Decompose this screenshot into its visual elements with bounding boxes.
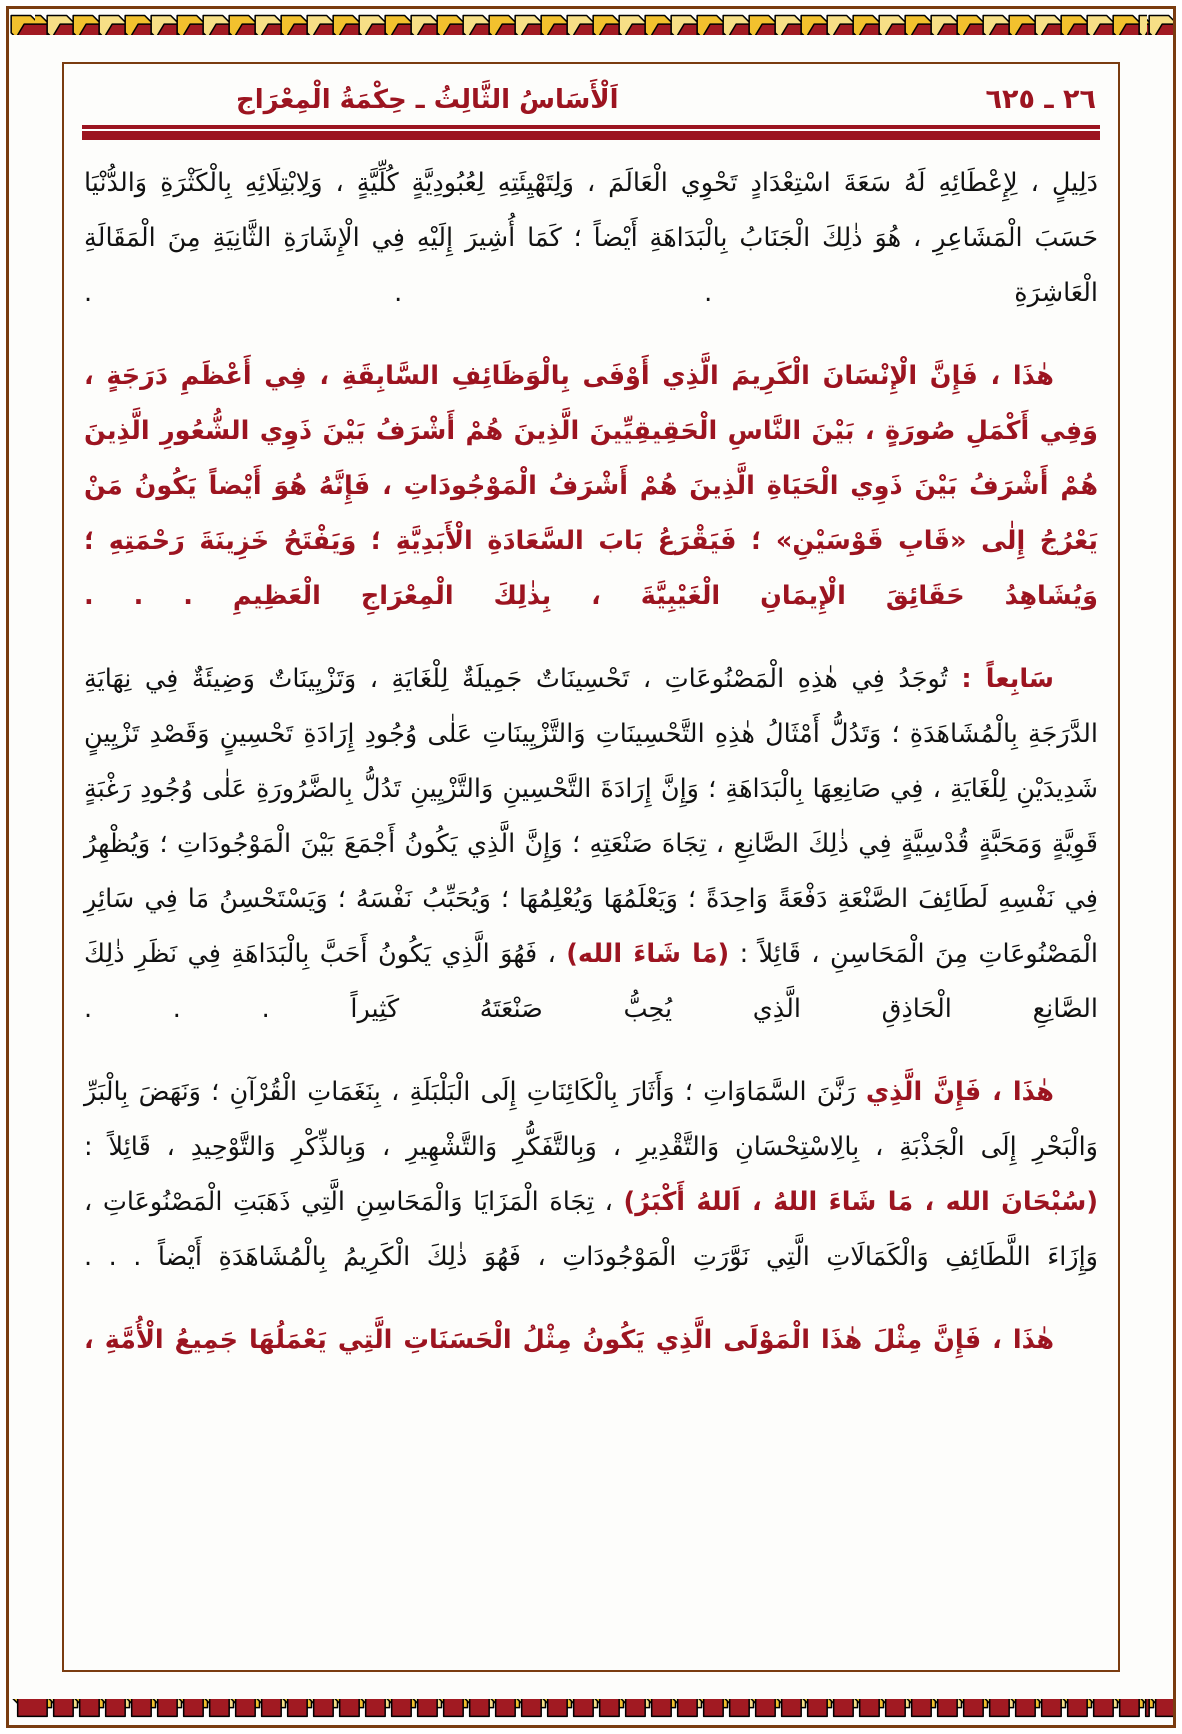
invocation-subhan-allah: (سُبْحَانَ الله ، مَا شَاءَ اللهُ ، اَللهُ أَكْبَرُ) (623, 1187, 1099, 1217)
paragraph-4-text: رَنَّنَ السَّمَاوَاتِ ؛ وَأَثَارَ بِالْكَائِنَاتِ إِلَى الْبَلْبَلَةِ ، بِنَغَمَاتِ الْقُرْآنِ ؛ وَنَهَضَ بِالْبَرِّ وَالْبَحْرِ إِلَى الْجَذْبَةِ ، بِالِاسْتِحْسَانِ وَالتَّقْدِيرِ ، وَبِالتَّفَكُّرِ وَالتَّشْهِيرِ ، وَبِالذِّكْرِ وَالتَّوْحِيدِ ، قَائِلاً : (84, 1077, 1098, 1162)
page-title: اَلْأَسَاسُ الثَّالِثُ ـ حِكْمَةُ الْمِعْرَاج (236, 85, 619, 115)
paragraph-1 (84, 156, 1098, 321)
paragraph-1-text: دَلِيلٍ ، لِإِعْطَائِهِ لَهُ سَعَةَ اسْتِعْدَادٍ تَحْوِي الْعَالَمَ ، وَلِتَهْيِئَتِهِ لِعُبُودِيَّةٍ كُلِّيَّةٍ ، وَلِابْتِلَائِهِ بِالْكَثْرَةِ وَالدُّنْيَا حَسَبَ الْمَشَاعِرِ ، هُوَ ذٰلِكَ الْجَنَابُ بِالْبَدَاهَةِ أَيْضاً ؛ كَمَا أُشِيرَ إِلَيْهِ فِي الْإِشَارَةِ الثَّانِيَةِ مِنَ الْمَقَالَةِ الْعَاشِرَةِ . . . (84, 168, 1098, 308)
paragraph-spacer-1 (84, 327, 1098, 349)
page-folio-number: ٢٦ ـ ٦٢٥ (985, 84, 1096, 115)
paragraph-5-text: هٰذَا ، فَإِنَّ مِثْلَ هٰذَا الْمَوْلَى الَّذِي يَكُونُ مِثْلُ الْحَسَنَاتِ الَّتِي يَعْمَلُهَا جَمِيعُ الْأُمَّةِ ، (84, 1325, 1054, 1355)
paragraph-spacer-2 (84, 630, 1098, 652)
header-divider (82, 129, 1100, 140)
paragraph-2-red (84, 349, 1098, 624)
paragraph-3b-text: ، فَهُوَ الَّذِي يَكُونُ أَحَبَّ بِالْبَدَاهَةِ فِي نَظَرِ ذٰلِكَ الصَّانِعِ الْحَاذِقِ الَّذِي يُحِبُّ صَنْعَتَهُ كَثِيراً . . . (84, 939, 1098, 1024)
paragraph-2-text: هٰذَا ، فَإِنَّ الْإِنْسَانَ الْكَرِيمَ الَّذِي أَوْفَى بِالْوَظَائِفِ السَّابِقَةِ ، فِي أَعْظَمِ دَرَجَةٍ ، وَفِي أَكْمَلِ صُورَةٍ ، بَيْنَ النَّاسِ الْحَقِيقِيِّينَ الَّذِينَ هُمْ أَشْرَفُ بَيْنَ ذَوِي الشُّعُورِ الَّذِينَ هُمْ أَشْرَفُ بَيْنَ ذَوِي الْحَيَاةِ الَّذِينَ هُمْ أَشْرَفُ الْمَوْجُودَاتِ ، فَإِنَّهُ هُوَ أَيْضاً يَكُونُ مَنْ يَعْرُجُ إِلٰى «قَابِ قَوْسَيْنِ» ؛ فَيَقْرَعُ بَابَ السَّعَادَةِ الْأَبَدِيَّةِ ؛ وَيَفْتَحُ خَزِينَةَ رَحْمَتِهِ ؛ وَيُشَاهِدُ حَقَائِقَ الْإِيمَانِ الْغَيْبِيَّةَ ، بِذٰلِكَ الْمِعْرَاجِ الْعَظِيمِ . . . (84, 361, 1098, 611)
page-content (72, 72, 1110, 1662)
body-text (76, 140, 1106, 1368)
paragraph-4 (84, 1065, 1098, 1285)
paragraph-3-text: تُوجَدُ فِي هٰذِهِ الْمَصْنُوعَاتِ ، تَحْسِينَاتٌ جَمِيلَةٌ لِلْغَايَةِ ، وَتَزْيِينَاتٌ وَضِيئَةٌ فِي نِهَايَةِ الدَّرَجَةِ بِالْمُشَاهَدَةِ ؛ وَتَدُلُّ أَمْثَالُ هٰذِهِ التَّحْسِينَاتِ وَالتَّزْيِينَاتِ عَلٰى وُجُودِ إِرَادَةِ تَحْسِينٍ وَقَصْدِ تَزْيِينٍ شَدِيدَيْنِ لِلْغَايَةِ ، فِي صَانِعِهَا بِالْبَدَاهَةِ ؛ وَإِنَّ إِرَادَةَ التَّحْسِينِ وَالتَّزْيِينِ تَدُلُّ بِالضَّرُورَةِ عَلٰى وُجُودِ رَغْبَةٍ قَوِيَّةٍ وَمَحَبَّةٍ قُدْسِيَّةٍ فِي ذٰلِكَ الصَّانِعِ ، تِجَاهَ صَنْعَتِهِ ؛ وَإِنَّ الَّذِي يَكُونُ أَجْمَعَ بَيْنَ الْمَوْجُودَاتِ ؛ وَيُظْهِرُ فِي نَفْسِهِ لَطَائِفَ الصَّنْعَةِ دَفْعَةً وَاحِدَةً ؛ وَيَعْلَمُهَا وَيُعْلِمُهَا ؛ وَيُحَبِّبُ نَفْسَهُ ؛ وَيَسْتَحْسِنُ مَا فِي سَائِرِ الْمَصْنُوعَاتِ مِنَ الْمَحَاسِنِ ، قَائِلاً : (84, 664, 1099, 969)
paragraph-spacer-3 (84, 1043, 1098, 1065)
header-divider-wrap (76, 115, 1106, 140)
invocation-masha-allah: (مَا شَاءَ الله) (566, 939, 730, 969)
paragraph-spacer-4 (84, 1291, 1098, 1313)
paragraph-3 (84, 652, 1098, 1037)
paragraph-5-red (84, 1313, 1098, 1368)
paragraph-3-lead: سَابِعاً : (961, 664, 1054, 694)
running-head (76, 78, 1106, 115)
paragraph-4-lead: هٰذَا ، فَإِنَّ الَّذِي (865, 1077, 1054, 1107)
paragraph-4b-text: ، تِجَاهَ الْمَزَايَا وَالْمَحَاسِنِ الَّتِي ذَهَبَتِ الْمَصْنُوعَاتِ ، وَإِزَاءَ اللَّطَائِفِ وَالْكَمَالَاتِ الَّتِي نَوَّرَتِ الْمَوْجُودَاتِ ، فَهُوَ ذٰلِكَ الْكَرِيمُ بِالْمُشَاهَدَةِ أَيْضاً . . . (84, 1187, 1098, 1272)
